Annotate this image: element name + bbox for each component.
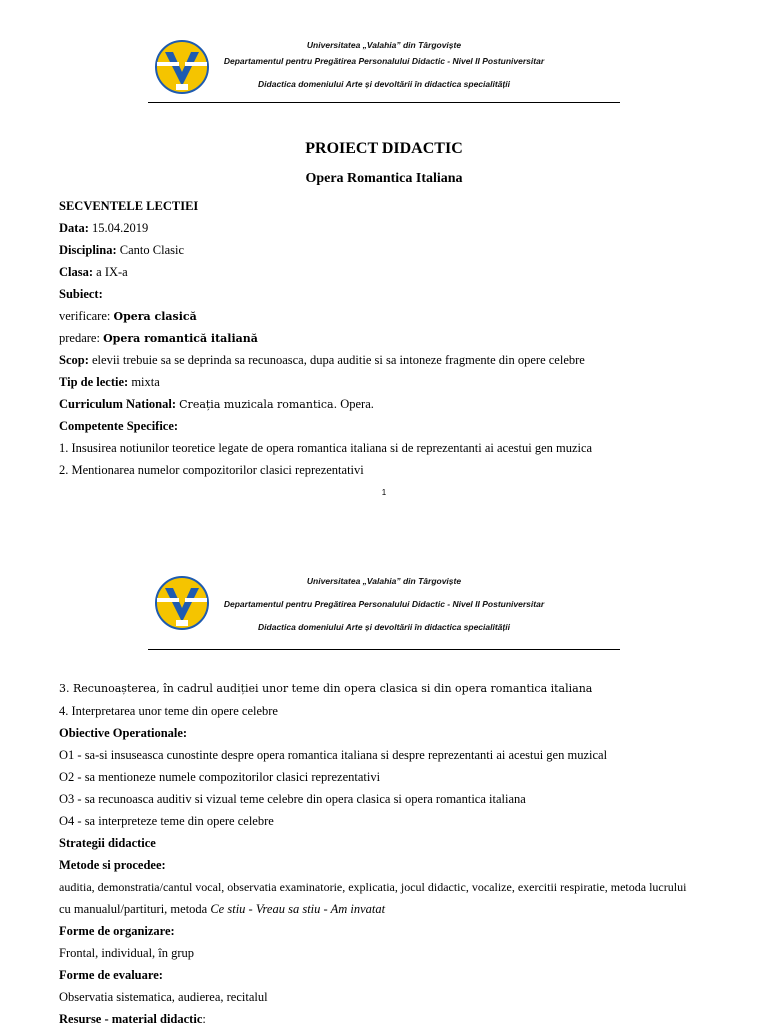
strategii-heading: Strategii didactice (59, 836, 156, 850)
resurse-heading: Resurse - material didactic: (59, 1012, 206, 1026)
department-name: Departamentul pentru Pregătirea Personalului Didactic - Nivel II Postuniversitar (223, 599, 545, 609)
metode-heading: Metode si procedee: (59, 858, 166, 872)
forme-evaluare-value: Observatia sistematica, audierea, recitalul (59, 990, 268, 1004)
competenta-4: 4. Interpretarea unor teme din opere celebre (59, 704, 278, 718)
section-heading: SECVENTELE LECTIEI (59, 199, 199, 213)
university-logo (155, 40, 209, 94)
university-name: Universitatea „Valahia” din Târgoviște (306, 576, 462, 586)
competenta-3: 3. Recunoașterea, în cadrul audiției unor teme din opera clasica si din opera romantica italiana (59, 682, 593, 695)
university-name: Universitatea „Valahia” din Târgoviște (306, 40, 462, 50)
competenta-2: 2. Mentionarea numelor compozitorilor clasici reprezentativi (59, 463, 364, 477)
program-name: Didactica domeniului Arte și devoltării în didactica specialității (258, 79, 510, 89)
field-curriculum: Curriculum National: Creația muzicala romantica. Opera. (59, 397, 374, 411)
header-divider (148, 649, 620, 650)
program-name: Didactica domeniului Arte și devoltării în didactica specialității (258, 622, 510, 632)
page-header (0, 576, 768, 636)
field-predare: predare: Opera romantică italiană (59, 331, 258, 345)
competenta-1: 1. Insusirea notiunilor teoretice legate de opera romantica italiana si de reprezentanti ai acestui gen muzica (59, 441, 593, 455)
forme-organizare-heading: Forme de organizare: (59, 924, 175, 938)
obiectiv-o4: O4 - sa interpreteze teme din opere celebre (59, 814, 274, 828)
document-title: PROIECT DIDACTIC (305, 140, 463, 157)
field-tip-lectie: Tip de lectie: mixta (59, 375, 160, 389)
department-name: Departamentul pentru Pregătirea Personalului Didactic - Nivel II Postuniversitar (223, 56, 545, 66)
field-data: Data: 15.04.2019 (59, 221, 149, 235)
obiectiv-o2: O2 - sa mentioneze numele compozitorilor clasici reprezentativi (59, 770, 381, 784)
page-number: 1 (381, 488, 387, 497)
page-2 (0, 544, 768, 1024)
field-verificare: verificare: Opera clasică (59, 309, 197, 323)
university-logo (155, 576, 209, 630)
field-clasa: Clasa: a IX-a (59, 265, 128, 279)
field-scop: Scop: elevii trebuie sa se deprinda sa recunoasca, dupa auditie si sa intoneze fragmente din opere celebre (59, 353, 585, 367)
field-disciplina: Disciplina: Canto Clasic (59, 243, 185, 257)
obiectiv-o3: O3 - sa recunoasca auditiv si vizual teme celebre din opera clasica si opera romantica italiana (59, 792, 526, 806)
metode-line-2: cu manualul/partituri, metoda Ce stiu - Vreau sa stiu - Am invatat (59, 902, 386, 916)
forme-evaluare-heading: Forme de evaluare: (59, 968, 163, 982)
obiective-heading: Obiective Operationale: (59, 726, 188, 740)
obiectiv-o1: O1 - sa-si insuseasca cunostinte despre opera romantica italiana si despre reprezentanti ai acestui gen muzical (59, 748, 608, 762)
header-divider (148, 102, 620, 103)
page-header (0, 40, 768, 100)
metode-line-1: auditia, demonstratia/cantul vocal, observatia examinatorie, explicatia, jocul didactic, vocalize, exercitii respiratie, metoda lucrului (59, 880, 687, 894)
forme-organizare-value: Frontal, individual, în grup (59, 946, 195, 960)
field-subiect: Subiect: (59, 287, 103, 301)
page-gap (0, 530, 768, 544)
document-subtitle: Opera Romantica Italiana (305, 171, 463, 186)
competente-heading: Competente Specifice: (59, 419, 179, 433)
